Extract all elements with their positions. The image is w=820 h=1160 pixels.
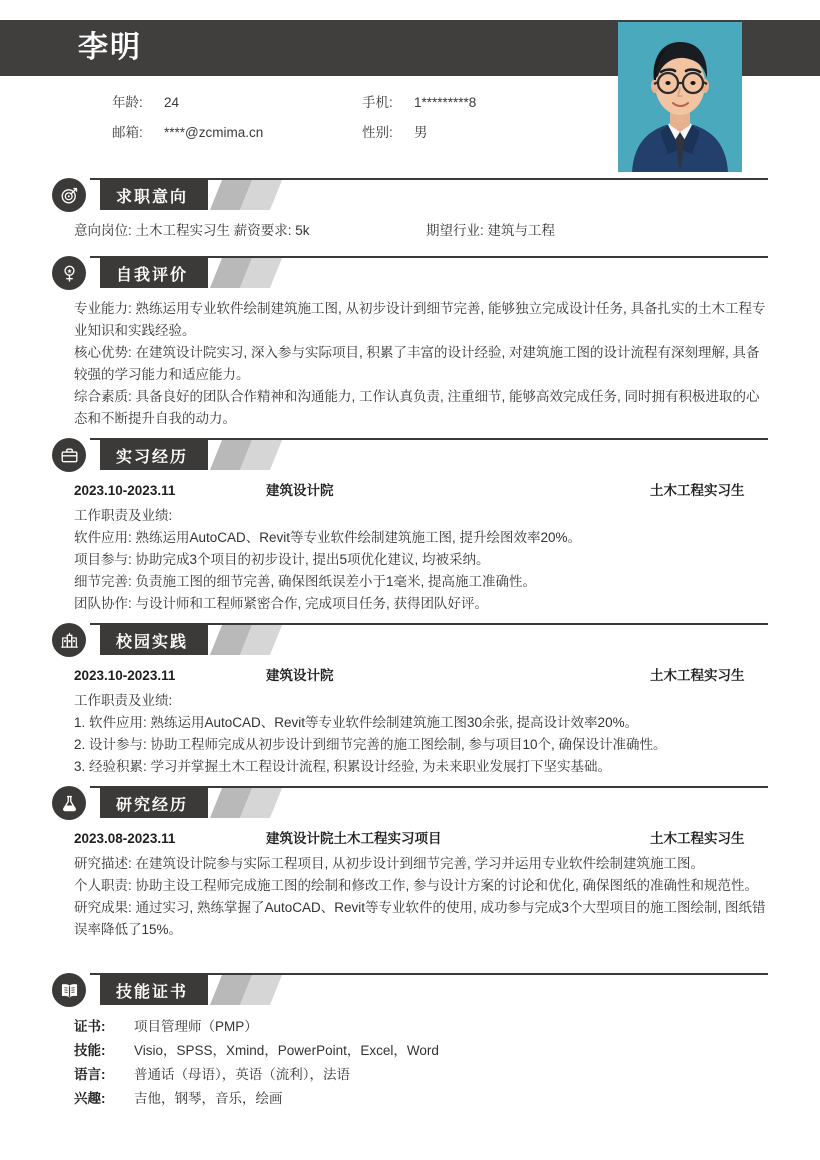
section-body bbox=[74, 220, 768, 242]
entry-header bbox=[74, 480, 768, 502]
objective-industry: 期望行业: 建筑与工程 bbox=[426, 223, 556, 238]
skill-value: 项目管理师（PMP） bbox=[134, 1019, 258, 1034]
entry-line: 1. 软件应用: 熟练运用AutoCAD、Revit等专业软件绘制建筑施工图30余张, 提高设计效率20%。 bbox=[74, 715, 639, 730]
entry-role: 土木工程实习生 bbox=[650, 831, 745, 846]
section-title-block bbox=[100, 180, 208, 210]
section-title-block bbox=[100, 258, 208, 288]
skill-row bbox=[74, 1039, 768, 1063]
gender-label: 性别: bbox=[362, 125, 393, 140]
age-field bbox=[112, 91, 362, 111]
skill-value: 吉他，钢琴，音乐，绘画 bbox=[134, 1091, 283, 1106]
section-body bbox=[74, 665, 768, 778]
entry-line: 2. 设计参与: 协助工程师完成从初步设计到细节完善的施工图绘制, 参与项目10个, 确保设计准确性。 bbox=[74, 737, 667, 752]
age-label: 年龄: bbox=[112, 95, 143, 110]
entry-line: 软件应用: 熟练运用AutoCAD、Revit等专业软件绘制建筑施工图, 提升绘图效率20%。 bbox=[74, 530, 582, 545]
section-header bbox=[52, 438, 768, 472]
section-title: 求职意向 bbox=[116, 188, 189, 206]
section-skills bbox=[52, 973, 768, 1111]
skill-row bbox=[74, 1087, 768, 1111]
gender-field bbox=[362, 121, 612, 141]
entry-date: 2023.08-2023.11 bbox=[74, 831, 176, 846]
objective-row bbox=[74, 220, 768, 242]
entry-line: 团队协作: 与设计师和工程师紧密合作, 完成项目任务, 获得团队好评。 bbox=[74, 596, 489, 611]
entry-date: 2023.10-2023.11 bbox=[74, 668, 176, 683]
section-title: 自我评价 bbox=[116, 266, 189, 284]
contact-row bbox=[112, 116, 612, 146]
self-eval-paragraph: 核心优势: 在建筑设计院实习, 深入参与实际项目, 积累了丰富的设计经验, 对建筑施工图的设计流程有深刻理解, 具备较强的学习能力和适应能力。 bbox=[74, 345, 760, 382]
section-title-block bbox=[100, 788, 208, 818]
section-title-block bbox=[100, 440, 208, 470]
section-header bbox=[52, 973, 768, 1007]
entry-organization: 建筑设计院土木工程实习项目 bbox=[266, 831, 442, 846]
section-body bbox=[74, 298, 768, 430]
section-title-block bbox=[100, 975, 208, 1005]
email-label: 邮箱: bbox=[112, 125, 143, 140]
entry-header bbox=[74, 828, 768, 850]
section-body bbox=[74, 480, 768, 615]
section-self-evaluation bbox=[52, 256, 768, 430]
candidate-name: 李明 bbox=[78, 31, 142, 64]
section-header bbox=[52, 623, 768, 657]
skill-row bbox=[74, 1015, 768, 1039]
section-title: 研究经历 bbox=[116, 796, 189, 814]
entry-organization: 建筑设计院 bbox=[266, 668, 334, 683]
school-icon bbox=[52, 623, 86, 657]
section-internship bbox=[52, 438, 768, 615]
entry-line: 细节完善: 负责施工图的细节完善, 确保图纸误差小于1毫米, 提高施工准确性。 bbox=[74, 574, 537, 589]
objective-position-salary: 意向岗位: 土木工程实习生 薪资要求: 5k bbox=[74, 223, 310, 238]
entry-line: 工作职责及业绩: bbox=[74, 693, 173, 708]
skill-value: Visio，SPSS，Xmind，PowerPoint，Excel，Word bbox=[134, 1043, 439, 1058]
skill-row bbox=[74, 1063, 768, 1087]
age-value: 24 bbox=[164, 95, 180, 110]
skill-label: 兴趣: bbox=[74, 1091, 106, 1106]
self-eval-paragraph: 专业能力: 熟练运用专业软件绘制建筑施工图, 从初步设计到细节完善, 能够独立完成设计任务, 具备扎实的土木工程专业知识和实践经验。 bbox=[74, 301, 766, 338]
phone-field bbox=[362, 91, 612, 111]
section-title: 实习经历 bbox=[116, 448, 189, 466]
medal-icon bbox=[52, 256, 86, 290]
section-body bbox=[74, 828, 768, 941]
contact-info bbox=[112, 86, 612, 146]
book-icon bbox=[52, 973, 86, 1007]
target-icon bbox=[52, 178, 86, 212]
entry-organization: 建筑设计院 bbox=[266, 483, 334, 498]
section-research bbox=[52, 786, 768, 941]
entry-line: 项目参与: 协助完成3个项目的初步设计, 提出5项优化建议, 均被采纳。 bbox=[74, 552, 490, 567]
phone-value: 1*********8 bbox=[414, 95, 477, 110]
section-objective bbox=[52, 178, 768, 242]
section-title: 技能证书 bbox=[116, 983, 189, 1001]
entry-role: 土木工程实习生 bbox=[650, 483, 745, 498]
section-title: 校园实践 bbox=[116, 633, 189, 651]
gender-value: 男 bbox=[414, 125, 428, 140]
profile-photo bbox=[618, 22, 742, 172]
entry-line: 研究成果: 通过实习, 熟练掌握了AutoCAD、Revit等专业软件的使用, 成功参与完成3个大型项目的施工图绘制, 图纸错误率降低了15%。 bbox=[74, 900, 766, 937]
email-field bbox=[112, 121, 362, 141]
flask-icon bbox=[52, 786, 86, 820]
skill-label: 语言: bbox=[74, 1067, 106, 1082]
entry-line: 3. 经验积累: 学习并掌握土木工程设计流程, 积累设计经验, 为未来职业发展打下坚实基础。 bbox=[74, 759, 612, 774]
skill-label: 证书: bbox=[74, 1019, 106, 1034]
self-eval-paragraph: 综合素质: 具备良好的团队合作精神和沟通能力, 工作认真负责, 注重细节, 能够高效完成任务, 同时拥有积极进取的心态和不断提升自我的动力。 bbox=[74, 389, 760, 426]
entry-date: 2023.10-2023.11 bbox=[74, 483, 176, 498]
section-body bbox=[74, 1015, 768, 1111]
briefcase-icon bbox=[52, 438, 86, 472]
skill-value: 普通话（母语），英语（流利），法语 bbox=[134, 1067, 350, 1082]
section-header bbox=[52, 786, 768, 820]
entry-line: 工作职责及业绩: bbox=[74, 508, 173, 523]
phone-label: 手机: bbox=[362, 95, 393, 110]
section-campus bbox=[52, 623, 768, 778]
email-value: ****@zcmima.cn bbox=[164, 125, 264, 140]
entry-line: 个人职责: 协助主设工程师完成施工图的绘制和修改工作, 参与设计方案的讨论和优化, 确保图纸的准确性和规范性。 bbox=[74, 878, 759, 893]
contact-row bbox=[112, 86, 612, 116]
skill-label: 技能: bbox=[74, 1043, 106, 1058]
entry-header bbox=[74, 665, 768, 687]
section-title-block bbox=[100, 625, 208, 655]
entry-line: 研究描述: 在建筑设计院参与实际工程项目, 从初步设计到细节完善, 学习并运用专业软件绘制建筑施工图。 bbox=[74, 856, 705, 871]
section-header bbox=[52, 178, 768, 212]
entry-role: 土木工程实习生 bbox=[650, 668, 745, 683]
section-header bbox=[52, 256, 768, 290]
